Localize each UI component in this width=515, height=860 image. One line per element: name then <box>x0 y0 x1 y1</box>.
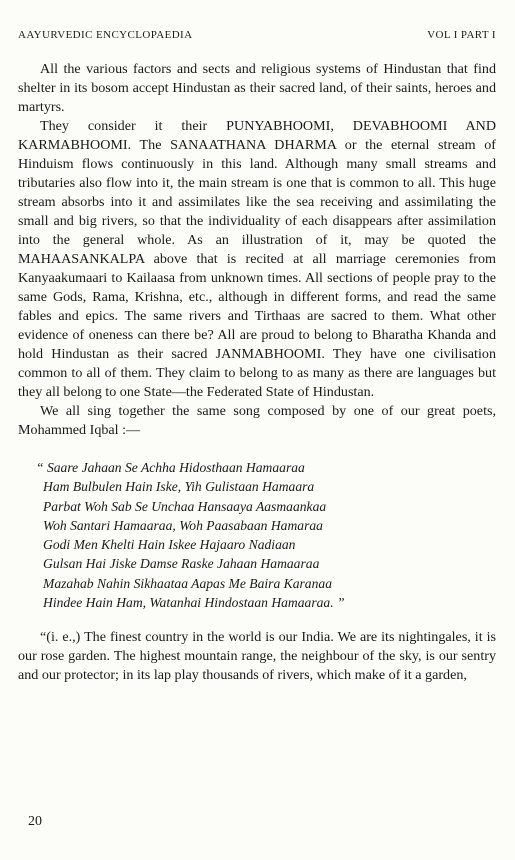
body-text <box>18 60 496 685</box>
poem-line: “ Saare Jahaan Se Achha Hidosthaan Hamaaraa <box>36 460 305 475</box>
poem-line: Mazahab Nahin Sikhaataa Aapas Me Baira Karanaa <box>43 575 332 591</box>
running-header <box>18 28 496 42</box>
header-volume: VOL I PART I <box>427 29 496 41</box>
poem-line: Ham Bulbulen Hain Iske, Yih Gulistaan Hamaara <box>43 479 315 495</box>
poem-line: Gulsan Hai Jiske Damse Raske Jahaan Hamaaraa <box>43 556 320 572</box>
poem-line: Godi Men Khelti Hain Iskee Hajaaro Nadiaan <box>43 537 296 553</box>
book-page <box>18 28 496 685</box>
poem-line: Parbat Woh Sab Se Unchaa Hansaaya Aasmaankaa <box>43 498 327 514</box>
page-number: 20 <box>28 814 42 829</box>
poem-line: Woh Santari Hamaaraa, Woh Paasabaan Hamaraa <box>43 517 323 533</box>
header-title: AAYURVEDIC ENCYCLOPAEDIA <box>18 29 193 41</box>
poem-quote <box>18 458 496 612</box>
paragraph-3: We all sing together the same song composed by one of our great poets, Mohammed Iqbal :— <box>18 403 496 438</box>
paragraph-2: They consider it their PUNYABHOOMI, DEVABHOOMI AND KARMABHOOMI. The SANAATHANA DHARMA or the eternal stream of Hinduism flows continuously in this land. Although many small streams and tributaries also flow into it, the main stream is one that is common to all. This huge stream absorbs into it and assimilates like the sea receiving and assimilating the small and big rivers, so that the individuality of each disappears after assimilation into the general whole. As an illustration of it, may be quoted the MAHAASANKALPA above that is recited at all marriage ceremonies from Kanyaakumaari to Kailaasa from unknown times. All sections of people pray to the same Gods, Rama, Krishna, etc., although in different forms, and read the same fables and epics. The same rivers and Tirthaas are sacred to them. What other evidence of oneness can there be? All are proud to belong to Bharatha Khanda and hold Hindustan as their sacred JANMABHOOMI. They have one civilisation common to all of them. They claim to belong to as many as there are languages but they all belong to one State—the Federated State of Hindustan. <box>18 118 496 400</box>
translation-paragraph: “(i. e.,) The finest country in the world is our India. We are its nightingales, it is our rose garden. The highest mountain range, the neighbour of the sky, is our sentry and our protector; in its lap play thousands of rivers, which make of it a garden, <box>18 629 496 684</box>
paragraph-1: All the various factors and sects and religious systems of Hindustan that find shelter in its bosom accept Hindustan as their sacred land, of their saints, heroes and martyrs. <box>18 61 496 115</box>
poem-line: Hindee Hain Ham, Watanhai Hindostaan Hamaaraa. ” <box>43 595 345 611</box>
